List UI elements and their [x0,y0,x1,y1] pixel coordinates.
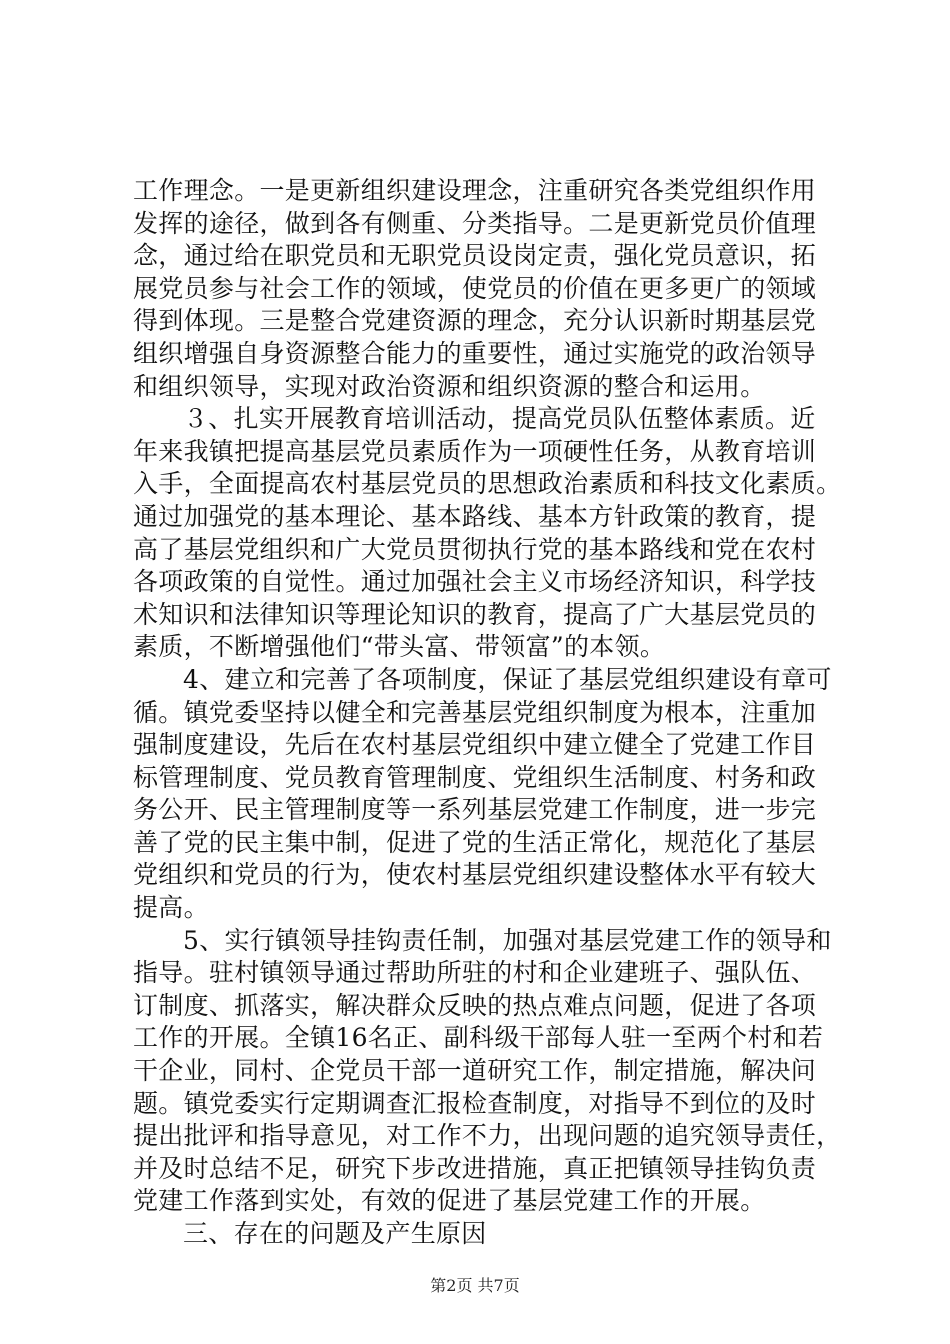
text-line: 展党员参与社会工作的领域，使党员的价值在更多更广的领域 [133,273,817,303]
text-line: 循。镇党委坚持以健全和完善基层党组织制度为根本，注重加 [133,697,817,727]
text-line: 指导。驻村镇领导通过帮助所驻的村和企业建班子、强队伍、 [133,958,817,988]
section-heading: 三、存在的问题及产生原因 [183,1219,487,1248]
text-line: 提出批评和指导意见，对工作不力，出现问题的追究领导责任， [133,1121,842,1151]
text-line: 题。镇党委实行定期调查汇报检查制度，对指导不到位的及时 [133,1088,817,1118]
text-line: 术知识和法律知识等理论知识的教育，提高了广大基层党员的 [133,599,817,629]
text-line: 工作理念。一是更新组织建设理念，注重研究各类党组织作用 [133,176,817,205]
text-line: 和组织领导，实现对政治资源和组织资源的整合和运用。 [133,371,766,401]
text-line: 素质，不断增强他们“带头富、带领富”的本领。 [133,632,666,662]
document-body [133,175,842,1251]
text-line: 通过加强党的基本理论、基本路线、基本方针政策的教育，提 [133,501,817,531]
text-line: 工作的开展。全镇16名正、副科级干部每人驻一至两个村和若 [133,1023,824,1053]
text-line: 高了基层党组织和广大党员贯彻执行党的基本路线和党在农村 [133,534,817,564]
text-line: 各项政策的自觉性。通过加强社会主义市场经济知识，科学技 [133,567,817,597]
text-line: 得到体现。三是整合党建资源的理念，充分认识新时期基层党 [133,306,817,336]
text-line: 入手，全面提高农村基层党员的思想政治素质和科技文化素质。 [133,469,842,499]
text-line: 干企业，同村、企党员干部一道研究工作，制定措施，解决问 [133,1056,817,1086]
text-line: 并及时总结不足，研究下步改进措施，真正把镇领导挂钩负责 [133,1153,817,1183]
text-line: 强制度建设，先后在农村基层党组织中建立健全了党建工作目 [133,730,817,760]
paragraph-start-line: 4、建立和完善了各项制度，保证了基层党组织建设有章可 [183,664,832,694]
text-line: 党组织和党员的行为，使农村基层党组织建设整体水平有较大 [133,860,817,890]
text-line: 提高。 [133,893,209,923]
page-number: 第2页 共7页 [430,1276,520,1295]
text-line: 务公开、民主管理制度等一系列基层党建工作制度，进一步完 [133,795,817,825]
text-line: 标管理制度、党员教育管理制度、党组织生活制度、村务和政 [133,762,817,792]
text-line: 订制度、抓落实，解决群众反映的热点难点问题，促进了各项 [133,990,817,1020]
text-line: 念，通过给在职党员和无职党员设岗定责，强化党员意识，拓 [133,241,817,271]
paragraph-start-line: 5、实行镇领导挂钩责任制，加强对基层党建工作的领导和 [183,925,832,955]
text-line: 党建工作落到实处，有效的促进了基层党建工作的开展。 [133,1186,766,1216]
text-line: 年来我镇把提高基层党员素质作为一项硬性任务，从教育培训 [133,436,817,466]
text-line: 组织增强自身资源整合能力的重要性，通过实施党的政治领导 [133,338,817,368]
text-line: 善了党的民主集中制，促进了党的生活正常化，规范化了基层 [133,827,817,857]
paragraph-start-line: ３、扎实开展教育培训活动，提高党员队伍整体素质。近 [183,404,816,434]
text-line: 发挥的途径，做到各有侧重、分类指导。二是更新党员价值理 [133,208,817,238]
